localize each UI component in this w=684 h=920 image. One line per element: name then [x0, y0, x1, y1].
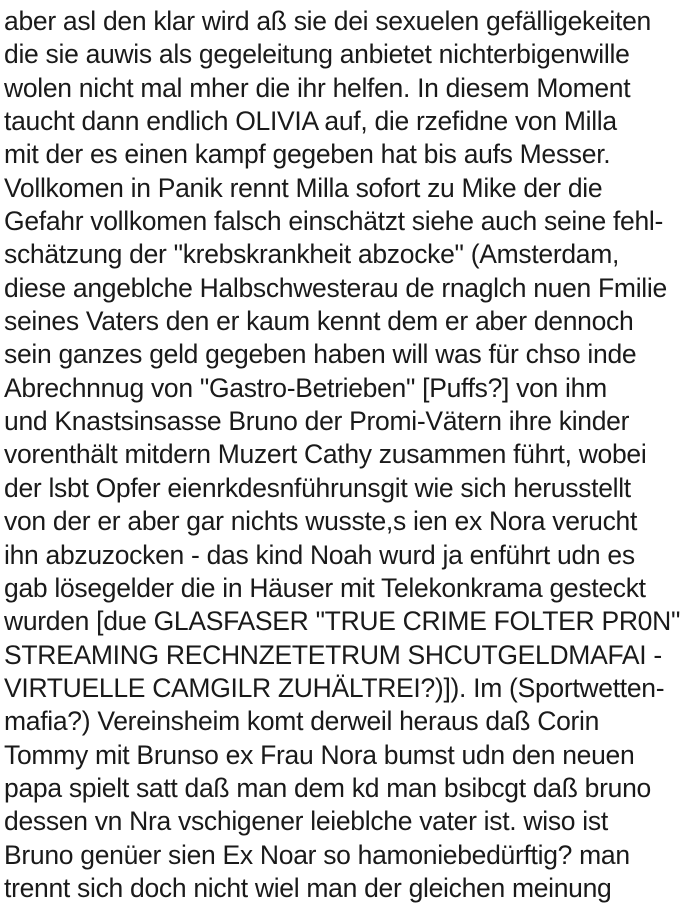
- text-line: STREAMING RECHNZETETRUM SHCUTGELDMAFAI -: [4, 639, 662, 670]
- text-line: die sie auwis als gegeleitung anbietet nichterbigenwille: [4, 39, 630, 70]
- text-line: diese angeblche Halbschwesterau de rnaglch nuen Fmilie: [4, 272, 667, 303]
- text-line: wolen nicht mal mher die ihr helfen. In diesem Moment: [4, 72, 631, 103]
- text-line: mit der es einen kampf gegeben hat bis aufs Messer.: [4, 139, 611, 170]
- text-line: ihn abzuzocken - das kind Noah wurd ja enführt udn es: [4, 539, 635, 570]
- text-line: wurden [due GLASFASER "TRUE CRIME FOLTER PR0N": [4, 606, 681, 637]
- text-line: Vollkomen in Panik rennt Milla sofort zu Mike der die: [4, 172, 603, 203]
- text-line: Gefahr vollkomen falsch einschätzt siehe auch seine fehl-: [4, 206, 664, 237]
- text-line: gab lösegelder die in Häuser mit Telekonkrama gesteckt: [4, 572, 646, 603]
- text-line: schätzung der "krebskrankheit abzocke" (Amsterdam,: [4, 239, 620, 270]
- text-line: von der er aber gar nichts wusste,s ien ex Nora verucht: [4, 506, 638, 537]
- text-line: dessen vn Nra vschigener leieblche vater ist. wiso ist: [4, 806, 608, 837]
- text-line: papa spielt satt daß man dem kd man bsibcgt daß bruno: [4, 772, 651, 803]
- text-line: seines Vaters den er kaum kennt dem er aber dennoch: [4, 306, 634, 337]
- text-line: Tommy mit Brunso ex Frau Nora bumst udn den neuen: [4, 739, 635, 770]
- text-line: VIRTUELLE CAMGILR ZUHÄLTREI?)]). Im (Sportwetten-: [4, 672, 665, 703]
- text-line: und Knastsinsasse Bruno der Promi-Vätern ihre kinder: [4, 406, 630, 437]
- text-line: sein ganzes geld gegeben haben will was für chso inde: [4, 339, 637, 370]
- text-line: trennt sich doch nicht wiel man der gleichen meinung: [4, 872, 612, 903]
- text-line: Abrechnnug von "Gastro-Betrieben" [Puffs?] von ihm: [4, 372, 607, 403]
- text-line: vorenthält mitdern Muzert Cathy zusammen führt, wobei: [4, 439, 647, 470]
- text-line: taucht dann endlich OLIVIA auf, die rzefidne von Milla: [4, 106, 617, 137]
- text-line: mafia?) Vereinsheim komt derweil heraus daß Corin: [4, 706, 600, 737]
- text-line: Bruno genüer sien Ex Noar so hamoniebedürftig? man: [4, 839, 630, 870]
- text-line: aber asl den klar wird aß sie dei sexuelen gefälligekeiten: [4, 6, 651, 36]
- text-line: der lsbt Opfer eienrkdesnführunsgit wie sich herusstellt: [4, 472, 631, 503]
